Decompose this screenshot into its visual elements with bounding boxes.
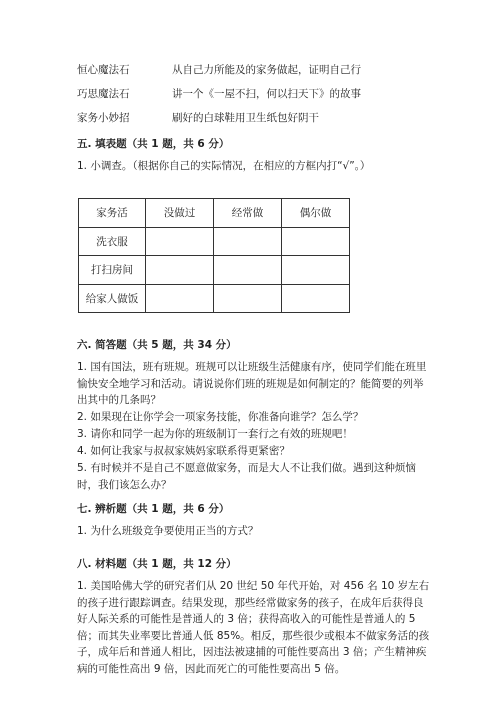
section-heading-material: 八. 材料题（共 1 题，共 12 分） xyxy=(77,558,237,570)
row-label: 给家人做饭 xyxy=(79,284,146,313)
tip-name: 巧思魔法石 xyxy=(77,88,130,100)
table-row xyxy=(79,256,350,285)
header-cell: 家务活 xyxy=(79,199,146,228)
tip-desc: 讲一个《一屋不扫，何以扫天下》的故事 xyxy=(172,88,361,100)
checkbox-cell[interactable] xyxy=(214,256,282,285)
tip-desc: 刷好的白球鞋用卫生纸包好阴干 xyxy=(172,112,319,124)
header-cell: 经常做 xyxy=(214,199,282,228)
material-text: 1. 美国哈佛大学的研究者们从 20 世纪 50 年代开始，对 456 名 10 岁左右的孩子进行跟踪调查。结果发现，那些经常做家务的孩子，在成年后获得良好人际关系的可能性是普通人的 3 倍；获得高收入的可能性是普通人的 5 倍；而其失业率要比普通人低 85%。相反，那些很少或根本不做家务活的孩子，成年后和普通人相比，因违法被逮捕的可能性要高出 3 倍；产生精神疾病的可能性高出 9 倍，因此而死亡的可能性要高出 5 倍。 xyxy=(77,580,430,675)
table-row xyxy=(79,227,350,256)
checkbox-cell[interactable] xyxy=(214,227,282,256)
question-text: 5. 有时候并不是自己不愿意做家务，而是大人不让我们做。遇到这种烦恼时，我们该怎么办？ xyxy=(77,462,416,491)
question-text: 1. 为什么班级竞争要使用正当的方式？ xyxy=(77,525,259,537)
checkbox-cell[interactable] xyxy=(146,227,214,256)
question-text: 3. 请你和同学一起为你的班级制订一套行之有效的班规吧！ xyxy=(77,428,353,440)
header-cell: 没做过 xyxy=(146,199,214,228)
section-heading-short-answer: 六. 简答题（共 5 题，共 34 分） xyxy=(77,339,237,351)
survey-table xyxy=(78,198,350,313)
checkbox-cell[interactable] xyxy=(282,227,350,256)
table-header-row xyxy=(79,199,350,228)
tip-desc: 从自己力所能及的家务做起，证明自己行 xyxy=(172,64,361,76)
question-text: 1. 国有国法，班有班规。班规可以让班级生活健康有序，使同学们能在班里愉快安全地学习和活动。请说说你们班的班规是如何制定的？能简要的列举出其中的几条吗？ xyxy=(77,361,427,406)
question-text: 1. 小调查。（根据你自己的实际情况，在相应的方框内打“√”。） xyxy=(77,160,371,172)
question-text: 4. 如何让我家与叔叔家姨妈家联系得更紧密？ xyxy=(77,445,290,457)
tip-name: 恒心魔法石 xyxy=(77,64,130,76)
checkbox-cell[interactable] xyxy=(282,256,350,285)
section-heading-analysis: 七. 辨析题（共 1 题，共 6 分） xyxy=(77,503,230,515)
question-text: 2. 如果现在让你学会一项家务技能，你准备向谁学？怎么学？ xyxy=(77,411,364,423)
checkbox-cell[interactable] xyxy=(146,256,214,285)
checkbox-cell[interactable] xyxy=(146,284,214,313)
row-label: 洗衣服 xyxy=(79,227,146,256)
tip-name: 家务小妙招 xyxy=(77,112,130,124)
section-heading-fill-table: 五. 填表题（共 1 题，共 6 分） xyxy=(77,138,230,150)
checkbox-cell[interactable] xyxy=(214,284,282,313)
row-label: 打扫房间 xyxy=(79,256,146,285)
table-row xyxy=(79,284,350,313)
checkbox-cell[interactable] xyxy=(282,284,350,313)
header-cell: 偶尔做 xyxy=(282,199,350,228)
